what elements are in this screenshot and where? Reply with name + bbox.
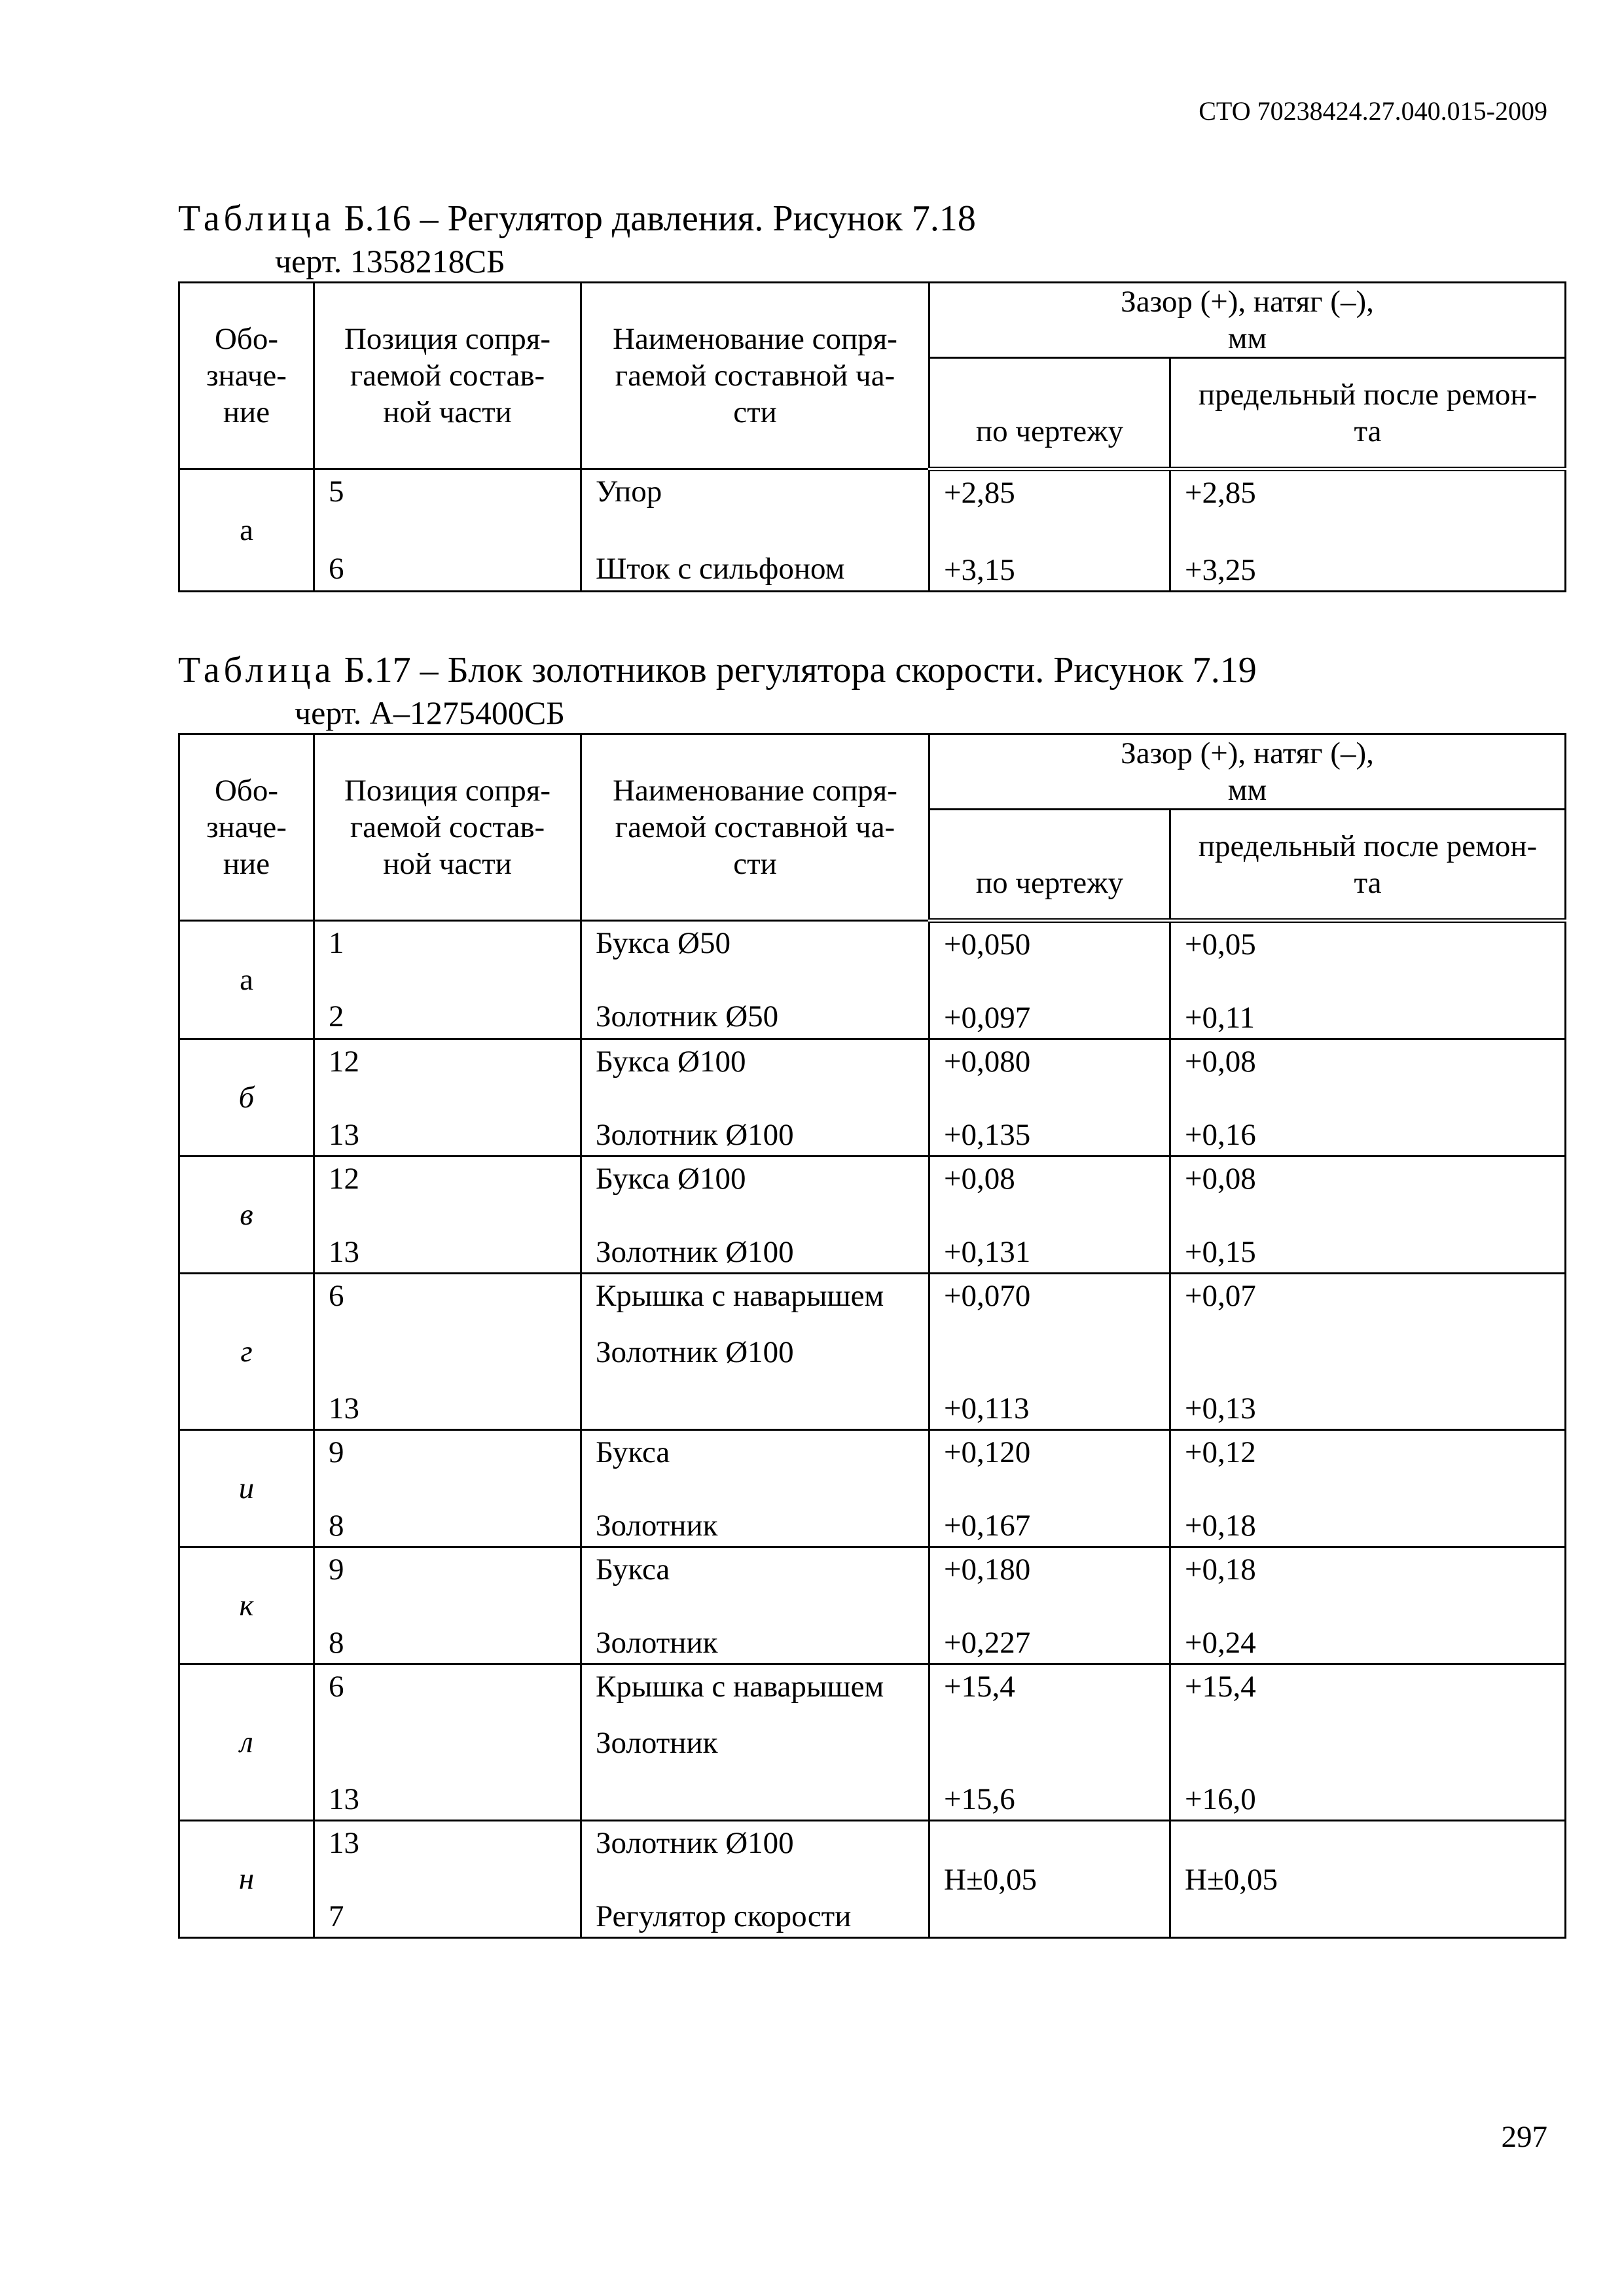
table-row	[179, 1664, 1566, 1821]
limit-cell	[1170, 1430, 1566, 1547]
cell-line: +0,135	[944, 1118, 1031, 1152]
limit-cell	[1170, 469, 1566, 592]
table-block	[178, 648, 1564, 1939]
cell-line: +0,080	[944, 1045, 1031, 1079]
cell-line: 13	[329, 1782, 359, 1816]
caption-label: Таблица	[178, 650, 335, 691]
table-row	[179, 1430, 1566, 1547]
spec-table	[178, 733, 1566, 1939]
cell-line: +15,4	[1185, 1670, 1256, 1704]
header-designation: Обо- значе- ние	[179, 283, 314, 469]
cell-line: +0,18	[1185, 1552, 1256, 1587]
cell-line: Золотник	[596, 1726, 718, 1760]
position-cell	[314, 1547, 581, 1664]
header-position: Позиция сопря- гаемой состав- ной части	[314, 283, 581, 469]
table-row	[179, 1274, 1566, 1430]
cell-line: Золотник	[596, 1509, 718, 1543]
cell-line: 5	[329, 475, 344, 509]
cell-line: 6	[329, 1670, 344, 1704]
designation-cell: а	[179, 921, 314, 1039]
drawing-reference: черт. 1358218СБ	[275, 243, 505, 279]
table-caption	[178, 196, 1564, 241]
cell-line: Золотник Ø100	[596, 1235, 794, 1269]
cell-line: Букса	[596, 1552, 670, 1587]
cell-line: +0,113	[944, 1391, 1030, 1426]
cell-line: 8	[329, 1626, 344, 1660]
cell-line: 13	[329, 1826, 359, 1860]
cell-line: +2,85	[944, 476, 1015, 510]
position-cell	[314, 1274, 581, 1430]
cell-line: Шток с сильфоном	[596, 552, 845, 586]
name-cell	[581, 469, 929, 592]
header-limit-after-repair: предельный после ремон- та	[1170, 810, 1566, 921]
table-row	[179, 1039, 1566, 1157]
header-row	[179, 283, 1566, 358]
limit-cell	[1170, 1664, 1566, 1821]
table-block	[178, 196, 1564, 592]
cell-line: 9	[329, 1552, 344, 1587]
cell-line: +0,11	[1185, 1001, 1255, 1035]
cell-line: +0,08	[1185, 1045, 1256, 1079]
cell-line: 13	[329, 1391, 359, 1426]
cell-line: Золотник Ø100	[596, 1118, 794, 1152]
name-cell	[581, 1821, 929, 1938]
designation-cell: к	[179, 1547, 314, 1664]
cell-line: +2,85	[1185, 476, 1256, 510]
designation-cell: н	[179, 1821, 314, 1938]
cell-line: Букса Ø100	[596, 1162, 746, 1196]
cell-line: 6	[329, 552, 344, 586]
cell-line: +0,050	[944, 927, 1031, 961]
limit-cell	[1170, 1274, 1566, 1430]
table-row	[179, 1547, 1566, 1664]
page-number: 297	[1501, 2120, 1547, 2154]
limit-cell	[1170, 1157, 1566, 1274]
cell-line	[329, 1725, 566, 1761]
cell-line: 6	[329, 1279, 344, 1313]
table-row	[179, 1157, 1566, 1274]
cell-line: Крышка с наварышем	[596, 1279, 884, 1313]
cell-line: +0,070	[944, 1279, 1031, 1313]
cell-line	[1185, 1334, 1551, 1371]
cell-line: +0,167	[944, 1509, 1031, 1543]
cell-line	[944, 1825, 1155, 1861]
header-name: Наименование сопря- гаемой составной ча- сти	[581, 734, 929, 921]
limit-cell	[1170, 1821, 1566, 1938]
cell-line: +15,4	[944, 1670, 1015, 1704]
cell-line: +0,097	[944, 1001, 1031, 1035]
cell-line: Упор	[596, 475, 662, 509]
name-cell	[581, 1157, 929, 1274]
cell-line: Регулятор скорости	[596, 1899, 852, 1933]
limit-cell	[1170, 921, 1566, 1039]
by-drawing-cell	[929, 1039, 1170, 1157]
position-cell	[314, 469, 581, 592]
cell-line: +0,131	[944, 1235, 1031, 1269]
cell-line: Н±0,05	[1185, 1863, 1278, 1897]
cell-line: 7	[329, 1899, 344, 1933]
cell-line: +0,13	[1185, 1391, 1256, 1426]
position-cell	[314, 921, 581, 1039]
cell-line: 12	[329, 1162, 359, 1196]
cell-line: Крышка с наварышем	[596, 1670, 884, 1704]
name-cell	[581, 1664, 929, 1821]
standard-code: СТО 70238424.27.040.015-2009	[1199, 96, 1547, 126]
position-cell	[314, 1039, 581, 1157]
cell-line	[944, 1725, 1155, 1761]
by-drawing-cell	[929, 1547, 1170, 1664]
designation-cell: и	[179, 1430, 314, 1547]
caption-title: Б.17 – Блок золотников регулятора скорости. Рисунок 7.19	[334, 650, 1257, 691]
header-limit-after-repair: предельный после ремон- та	[1170, 358, 1566, 469]
cell-line: +0,08	[944, 1162, 1015, 1196]
cell-line	[944, 1334, 1155, 1371]
cell-line: +0,120	[944, 1435, 1031, 1469]
name-cell	[581, 1039, 929, 1157]
table-row	[179, 921, 1566, 1039]
name-cell	[581, 1430, 929, 1547]
spec-table	[178, 281, 1566, 592]
designation-cell: г	[179, 1274, 314, 1430]
position-cell	[314, 1821, 581, 1938]
cell-line: 13	[329, 1235, 359, 1269]
designation-cell: л	[179, 1664, 314, 1821]
cell-line: +0,227	[944, 1626, 1031, 1660]
position-cell	[314, 1430, 581, 1547]
cell-line: 1	[329, 926, 344, 960]
by-drawing-cell	[929, 1430, 1170, 1547]
by-drawing-cell	[929, 1821, 1170, 1938]
cell-line: Букса Ø50	[596, 926, 731, 960]
designation-cell: б	[179, 1039, 314, 1157]
name-cell	[581, 921, 929, 1039]
header-by-drawing: по чертежу	[929, 358, 1170, 469]
limit-cell	[1170, 1039, 1566, 1157]
cell-line: Н±0,05	[944, 1863, 1037, 1897]
cell-line: +15,6	[944, 1782, 1015, 1816]
cell-line: Золотник	[596, 1626, 718, 1660]
cell-line: +3,15	[944, 553, 1015, 587]
cell-line	[596, 1781, 914, 1818]
cell-line: 8	[329, 1509, 344, 1543]
cell-line: Букса	[596, 1435, 670, 1469]
cell-line	[1185, 1898, 1551, 1935]
header-designation: Обо- значе- ние	[179, 734, 314, 921]
by-drawing-cell	[929, 921, 1170, 1039]
cell-line: 9	[329, 1435, 344, 1469]
cell-line: +3,25	[1185, 553, 1256, 587]
header-gap-group: Зазор (+), натяг (–), мм	[929, 734, 1566, 810]
position-cell	[314, 1664, 581, 1821]
drawing-reference: черт. А–1275400СБ	[295, 694, 565, 731]
cell-line	[1185, 1725, 1551, 1761]
cell-line: +0,12	[1185, 1435, 1256, 1469]
header-gap-group: Зазор (+), натяг (–), мм	[929, 283, 1566, 358]
position-cell	[314, 1157, 581, 1274]
cell-line: +0,180	[944, 1552, 1031, 1587]
designation-cell: в	[179, 1157, 314, 1274]
header-row	[179, 734, 1566, 810]
header-name: Наименование сопря- гаемой составной ча- сти	[581, 283, 929, 469]
cell-line: 12	[329, 1045, 359, 1079]
by-drawing-cell	[929, 469, 1170, 592]
caption-title: Б.16 – Регулятор давления. Рисунок 7.18	[334, 198, 976, 239]
table-row	[179, 469, 1566, 592]
cell-line	[1185, 1825, 1551, 1861]
cell-line: Золотник Ø100	[596, 1826, 794, 1860]
cell-line: +0,05	[1185, 927, 1256, 961]
cell-line	[944, 1898, 1155, 1935]
table-row	[179, 1821, 1566, 1938]
cell-line: +0,08	[1185, 1162, 1256, 1196]
cell-line: Букса Ø100	[596, 1045, 746, 1079]
limit-cell	[1170, 1547, 1566, 1664]
caption-label: Таблица	[178, 198, 335, 239]
cell-line: +0,18	[1185, 1509, 1256, 1543]
by-drawing-cell	[929, 1274, 1170, 1430]
cell-line: +0,07	[1185, 1279, 1256, 1313]
cell-line: 2	[329, 999, 344, 1033]
name-cell	[581, 1547, 929, 1664]
cell-line: +0,24	[1185, 1626, 1256, 1660]
header-position: Позиция сопря- гаемой состав- ной части	[314, 734, 581, 921]
cell-line: +0,15	[1185, 1235, 1256, 1269]
designation-cell: а	[179, 469, 314, 592]
cell-line	[329, 1334, 566, 1371]
cell-line: Золотник Ø100	[596, 1335, 794, 1369]
cell-line: +0,16	[1185, 1118, 1256, 1152]
header-by-drawing: по чертежу	[929, 810, 1170, 921]
cell-line: Золотник Ø50	[596, 999, 779, 1033]
cell-line	[329, 1861, 566, 1898]
name-cell	[581, 1274, 929, 1430]
cell-line: 13	[329, 1118, 359, 1152]
cell-line	[596, 1861, 914, 1898]
table-caption	[178, 648, 1564, 692]
by-drawing-cell	[929, 1664, 1170, 1821]
cell-line: +16,0	[1185, 1782, 1256, 1816]
cell-line	[596, 1390, 914, 1427]
by-drawing-cell	[929, 1157, 1170, 1274]
